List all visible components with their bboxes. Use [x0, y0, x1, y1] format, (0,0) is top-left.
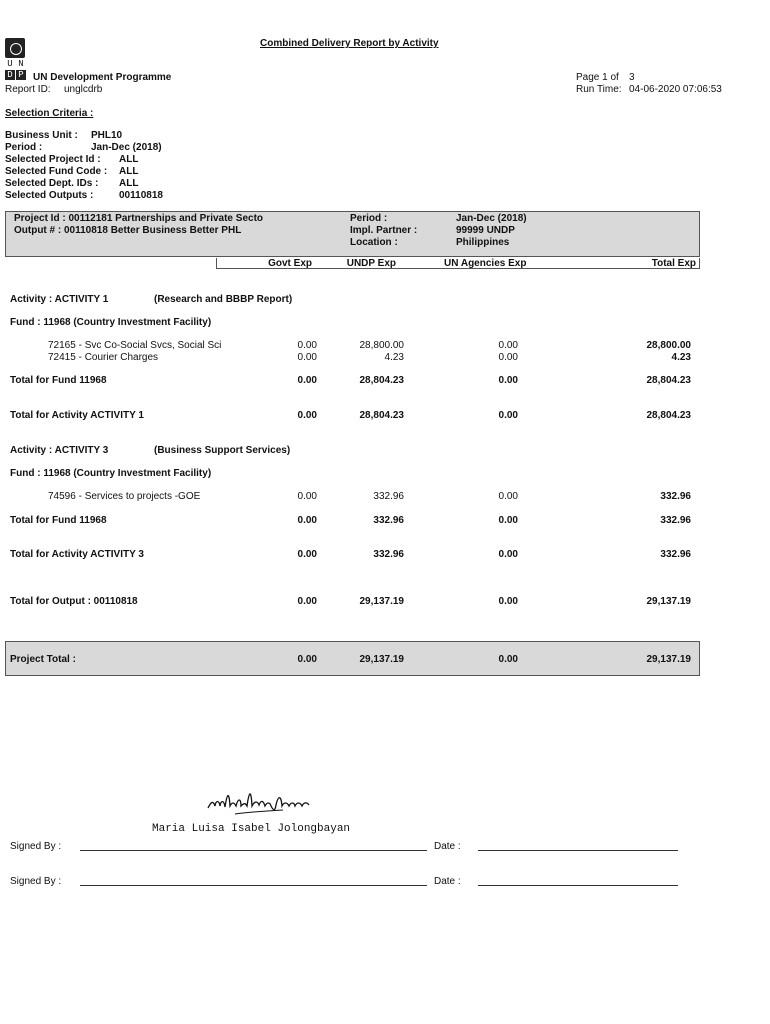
fund-total-agency: 0.00 — [498, 375, 518, 386]
line-total: 28,800.00 — [646, 340, 691, 351]
fund-total-total: 28,804.23 — [646, 375, 691, 386]
criteria-title: Selection Criteria : — [5, 108, 94, 119]
criteria-value: ALL — [119, 154, 139, 165]
run-time: 04-06-2020 07:06:53 — [629, 84, 722, 95]
col-undp-exp: UNDP Exp — [346, 258, 396, 269]
activity-total-govt: 0.00 — [297, 549, 317, 560]
fund-total-label: Total for Fund 11968 — [10, 515, 107, 526]
col-govt-exp: Govt Exp — [268, 258, 312, 269]
criteria-value: ALL — [119, 178, 139, 189]
location-label: Location : — [350, 237, 398, 248]
fund-total-govt: 0.00 — [297, 515, 317, 526]
location-value: Philippines — [456, 237, 510, 248]
partner-label: Impl. Partner : — [350, 225, 418, 236]
col-total-exp: Total Exp — [651, 258, 696, 269]
line-label: 72165 - Svc Co-Social Svcs, Social Sci — [48, 340, 222, 351]
activity-desc: (Business Support Services) — [154, 445, 291, 456]
line-govt: 0.00 — [297, 491, 317, 502]
date-label: Date : — [434, 876, 461, 887]
output-total-govt: 0.00 — [297, 596, 317, 607]
activity-total-undp: 332.96 — [373, 549, 404, 560]
line-undp: 332.96 — [373, 491, 404, 502]
output-total-label: Total for Output : 00110818 — [10, 596, 138, 607]
project-total-undp: 29,137.19 — [359, 654, 404, 665]
activity-total-label: Total for Activity ACTIVITY 3 — [10, 549, 144, 560]
report-id-label: Report ID: — [5, 84, 51, 95]
criteria-value: 00110818 — [119, 190, 163, 201]
criteria-value: Jan-Dec (2018) — [91, 142, 162, 153]
report-title: Combined Delivery Report by Activity — [260, 38, 439, 49]
line-agency: 0.00 — [498, 491, 518, 502]
run-time-label: Run Time: — [576, 84, 622, 95]
criteria-label: Period : — [5, 142, 43, 153]
activity-total-total: 28,804.23 — [646, 410, 691, 421]
fund-heading: Fund : 11968 (Country Investment Facility) — [10, 468, 212, 479]
criteria-label: Selected Project Id : — [5, 154, 101, 165]
line-agency: 0.00 — [498, 340, 518, 351]
output-line: Output # : 00110818 Better Business Better PHL — [14, 225, 242, 236]
activity-total-label: Total for Activity ACTIVITY 1 — [10, 410, 144, 421]
fund-total-total: 332.96 — [660, 515, 691, 526]
fund-total-agency: 0.00 — [498, 515, 518, 526]
page-total: 3 — [629, 72, 635, 83]
line-undp: 4.23 — [384, 352, 404, 363]
report-id: unglcdrb — [64, 84, 103, 95]
line-total: 4.23 — [671, 352, 691, 363]
criteria-label: Selected Outputs : — [5, 190, 94, 201]
activity-heading: Activity : ACTIVITY 3 — [10, 445, 109, 456]
col-un-agencies-exp: UN Agencies Exp — [444, 258, 527, 269]
activity-total-govt: 0.00 — [297, 410, 317, 421]
line-label: 74596 - Services to projects -GOE — [48, 491, 201, 502]
line-agency: 0.00 — [498, 352, 518, 363]
project-total-agency: 0.00 — [498, 654, 518, 665]
activity-heading: Activity : ACTIVITY 1 — [10, 294, 109, 305]
activity-total-undp: 28,804.23 — [359, 410, 404, 421]
signed-by-label: Signed By : — [10, 841, 62, 852]
org-name: UN Development Programme — [33, 72, 172, 83]
project-total-total: 29,137.19 — [646, 654, 691, 665]
un-emblem-icon — [5, 38, 25, 58]
signed-by-label: Signed By : — [10, 876, 62, 887]
page-label: Page 1 of — [576, 72, 619, 83]
logo-letter-d: D — [5, 70, 15, 80]
partner-value: 99999 UNDP — [456, 225, 515, 236]
project-total-label: Project Total : — [10, 654, 76, 665]
date-line — [478, 885, 678, 886]
output-total-total: 29,137.19 — [646, 596, 691, 607]
output-total-undp: 29,137.19 — [359, 596, 404, 607]
signed-by-line — [80, 885, 427, 886]
signed-by-line — [80, 850, 427, 851]
activity-total-agency: 0.00 — [498, 410, 518, 421]
line-total: 332.96 — [660, 491, 691, 502]
line-govt: 0.00 — [297, 352, 317, 363]
handwritten-signature — [205, 780, 315, 820]
line-label: 72415 - Courier Charges — [48, 352, 159, 363]
logo-letter-u: U — [7, 59, 13, 69]
logo-letter-n: N — [18, 59, 24, 69]
criteria-label: Selected Dept. IDs : — [5, 178, 99, 189]
signer-name: Maria Luisa Isabel Jolongbayan — [152, 823, 351, 835]
line-undp: 28,800.00 — [359, 340, 404, 351]
output-total-agency: 0.00 — [498, 596, 518, 607]
project-total-govt: 0.00 — [297, 654, 317, 665]
criteria-label: Business Unit : — [5, 130, 78, 141]
activity-total-agency: 0.00 — [498, 549, 518, 560]
date-line — [478, 850, 678, 851]
fund-total-govt: 0.00 — [297, 375, 317, 386]
criteria-value: ALL — [119, 166, 139, 177]
period-value: Jan-Dec (2018) — [456, 213, 527, 224]
undp-logo — [5, 38, 25, 80]
period-label: Period : — [350, 213, 388, 224]
criteria-label: Selected Fund Code : — [5, 166, 108, 177]
fund-total-undp: 332.96 — [373, 515, 404, 526]
fund-total-undp: 28,804.23 — [359, 375, 404, 386]
activity-total-total: 332.96 — [660, 549, 691, 560]
date-label: Date : — [434, 841, 461, 852]
activity-desc: (Research and BBBP Report) — [154, 294, 293, 305]
fund-heading: Fund : 11968 (Country Investment Facility) — [10, 317, 212, 328]
project-line: Project Id : 00112181 Partnerships and Private Secto — [14, 213, 264, 224]
fund-total-label: Total for Fund 11968 — [10, 375, 107, 386]
line-govt: 0.00 — [297, 340, 317, 351]
logo-letter-p: P — [16, 70, 26, 80]
criteria-value: PHL10 — [91, 130, 123, 141]
